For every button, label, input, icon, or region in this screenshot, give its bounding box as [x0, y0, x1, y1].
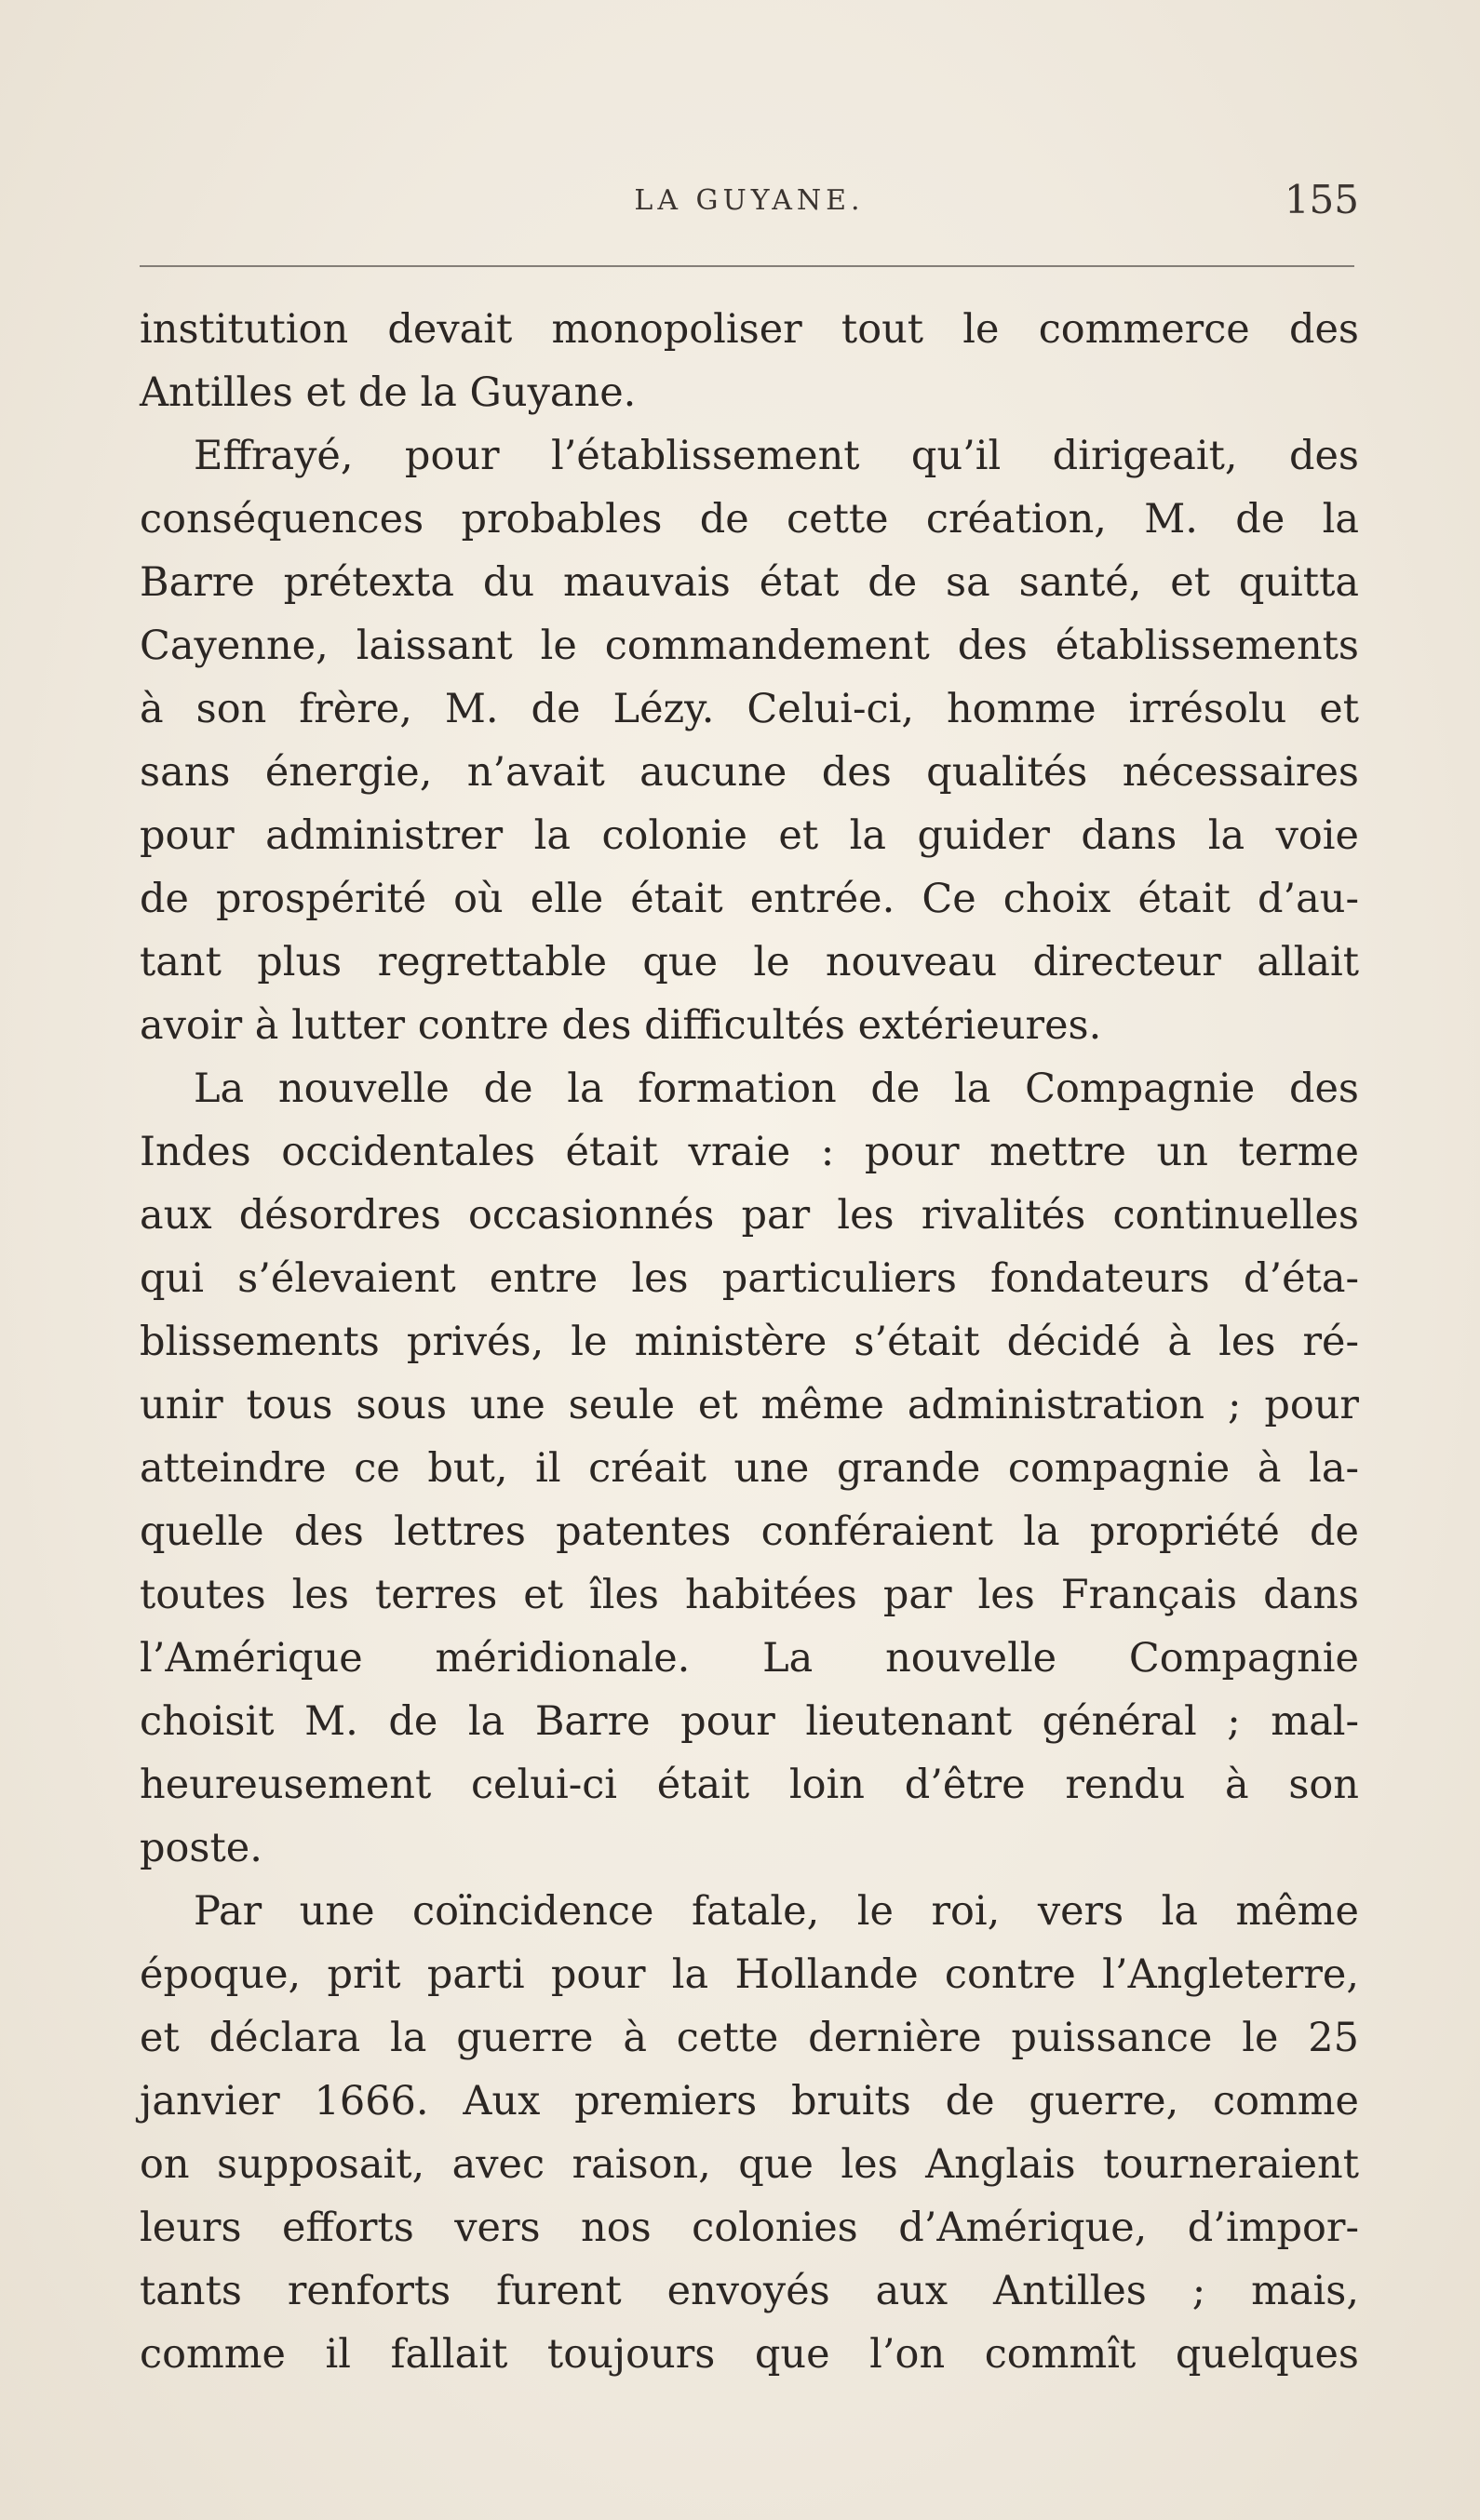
text-line: Indes occidentales était vraie : pour mettre un terme — [140, 1129, 1359, 1175]
text-line: pour administrer la colonie et la guider dans la voie — [140, 812, 1359, 859]
text-line: Cayenne, laissant le commandement des établissements — [140, 623, 1359, 669]
text-line: heureusement celui-ci était loin d’être rendu à son — [140, 1762, 1359, 1808]
text-line: de prospérité où elle était entrée. Ce choix était d’au- — [140, 876, 1359, 922]
text-line: Par une coïncidence fatale, le roi, vers la même — [194, 1888, 1359, 1935]
text-line: aux désordres occasionnés par les rivalités continuelles — [140, 1192, 1359, 1239]
text-line: tant plus regrettable que le nouveau directeur allait — [140, 939, 1359, 985]
text-line: sans énergie, n’avait aucune des qualités nécessaires — [140, 749, 1359, 796]
page-number: 155 — [1284, 177, 1359, 222]
running-header — [140, 177, 1359, 240]
text-line: qui s’élevaient entre les particuliers fondateurs d’éta- — [140, 1255, 1359, 1302]
body-text — [140, 298, 1359, 2386]
text-line: institution devait monopoliser tout le commerce des — [140, 306, 1359, 353]
text-line: blissements privés, le ministère s’était décidé à les ré- — [140, 1319, 1359, 1365]
text-line: unir tous sous une seule et même administration ; pour — [140, 1382, 1359, 1428]
text-line: Effrayé, pour l’établissement qu’il dirigeait, des — [194, 433, 1359, 479]
text-line: l’Amérique méridionale. La nouvelle Compagnie — [140, 1635, 1359, 1682]
text-line: toutes les terres et îles habitées par les Français dans — [140, 1572, 1359, 1618]
text-line: avoir à lutter contre des difficultés extérieures. — [140, 1002, 1102, 1049]
header-title: LA GUYANE. — [634, 184, 865, 217]
text-line: on supposait, avec raison, que les Anglais tourneraient — [140, 2141, 1359, 2188]
text-line: poste. — [140, 1825, 262, 1871]
text-line: comme il fallait toujours que l’on commît quelques — [140, 2331, 1359, 2378]
text-line: leurs efforts vers nos colonies d’Amérique, d’impor- — [140, 2205, 1359, 2251]
text-line: La nouvelle de la formation de la Compagnie des — [194, 1066, 1359, 1112]
text-line: choisit M. de la Barre pour lieutenant général ; mal- — [140, 1698, 1359, 1745]
text-line: et déclara la guerre à cette dernière puissance le 25 — [140, 2015, 1359, 2061]
text-line: à son frère, M. de Lézy. Celui-ci, homme irrésolu et — [140, 686, 1359, 732]
text-line: Antilles et de la Guyane. — [140, 369, 637, 416]
text-line: atteindre ce but, il créait une grande compagnie à la- — [140, 1445, 1359, 1492]
header-rule — [140, 265, 1354, 267]
text-line: époque, prit parti pour la Hollande contre l’Angleterre, — [140, 1951, 1359, 1998]
text-line: quelle des lettres patentes conféraient la propriété de — [140, 1508, 1359, 1555]
text-line: Barre prétexta du mauvais état de sa santé, et quitta — [140, 559, 1359, 606]
text-line: conséquences probables de cette création, M. de la — [140, 496, 1359, 543]
text-line: tants renforts furent envoyés aux Antilles ; mais, — [140, 2268, 1359, 2314]
text-line: janvier 1666. Aux premiers bruits de guerre, comme — [140, 2078, 1359, 2125]
